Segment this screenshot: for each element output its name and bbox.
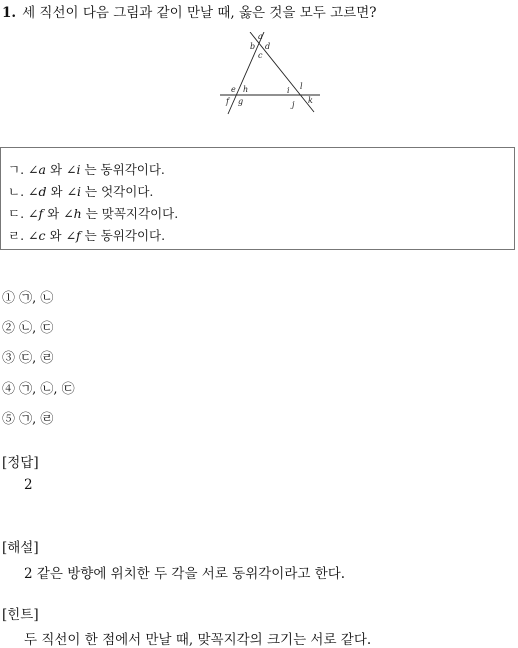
label-i: i (287, 86, 290, 95)
statement-angle: ∠a (28, 162, 46, 177)
statement-josa: 와 (50, 184, 63, 199)
label-e: e (231, 85, 236, 94)
label-k: k (308, 96, 313, 105)
line-right (250, 32, 314, 112)
question-number: 1. (2, 5, 17, 21)
statement-angle: ∠f (28, 206, 44, 221)
label-d: d (265, 42, 271, 51)
option-number: ② (2, 321, 16, 336)
statement-predicate: 는 엇각이다. (85, 184, 154, 199)
label-h: h (243, 85, 249, 94)
label-g: g (238, 97, 244, 106)
statement-angle: ∠h (63, 206, 82, 221)
answer-value: 2 (24, 477, 33, 493)
statement-2 (8, 182, 153, 200)
label-l: l (300, 82, 303, 91)
option-text: ㉡, ㉢ (19, 321, 54, 336)
option-number: ① (2, 291, 16, 306)
label-f: f (226, 97, 229, 106)
label-j: j (292, 100, 295, 109)
answer-label: [정답] (2, 455, 39, 471)
statement-josa: 와 (49, 228, 62, 243)
option-4[interactable] (2, 378, 75, 397)
question-text: 세 직선이 다음 그림과 같이 만날 때, 옳은 것을 모두 고르면? (22, 5, 377, 21)
label-b: b (250, 42, 256, 51)
statement-angle: ∠i (66, 184, 82, 199)
hint-text: 두 직선이 한 점에서 만날 때, 맞꼭지각의 크기는 서로 같다. (24, 632, 372, 648)
statement-marker: ㄱ. (8, 162, 25, 177)
label-c: c (258, 51, 263, 60)
option-3[interactable] (2, 347, 53, 366)
option-text: ㉠, ㉣ (19, 412, 54, 427)
statement-predicate: 는 맞꼭지각이다. (85, 206, 179, 221)
explanation-label: [해설] (2, 540, 39, 556)
statement-marker: ㄴ. (8, 184, 25, 199)
label-a: a (258, 32, 263, 41)
explanation-text: 2 같은 방향에 위치한 두 각을 서로 동위각이라고 한다. (24, 566, 346, 582)
statement-angle: ∠f (65, 228, 81, 243)
statement-1 (8, 160, 165, 178)
question-header (2, 1, 376, 21)
intersecting-lines-diagram (218, 32, 322, 116)
option-text: ㉢, ㉣ (19, 351, 54, 366)
statement-4 (8, 226, 165, 244)
option-number: ⑤ (2, 412, 16, 427)
statement-josa: 와 (49, 162, 63, 177)
option-text: ㉠, ㉡ (19, 291, 54, 306)
statement-angle: ∠i (66, 162, 81, 177)
statement-angle: ∠c (28, 228, 46, 243)
statement-marker: ㄷ. (8, 206, 25, 221)
statement-predicate: 는 동위각이다. (84, 228, 166, 243)
option-5[interactable] (2, 408, 53, 427)
statement-predicate: 는 동위각이다. (84, 162, 165, 177)
statement-josa: 와 (47, 206, 60, 221)
option-text: ㉠, ㉡, ㉢ (19, 382, 75, 397)
lines-figure (218, 32, 322, 116)
option-number: ④ (2, 382, 16, 397)
hint-label: [힌트] (2, 607, 39, 623)
statement-angle: ∠d (28, 184, 47, 199)
option-1[interactable] (2, 287, 53, 306)
line-left (228, 32, 264, 114)
option-2[interactable] (2, 317, 53, 336)
statement-marker: ㄹ. (8, 228, 25, 243)
statement-3 (8, 204, 178, 222)
option-number: ③ (2, 351, 16, 366)
